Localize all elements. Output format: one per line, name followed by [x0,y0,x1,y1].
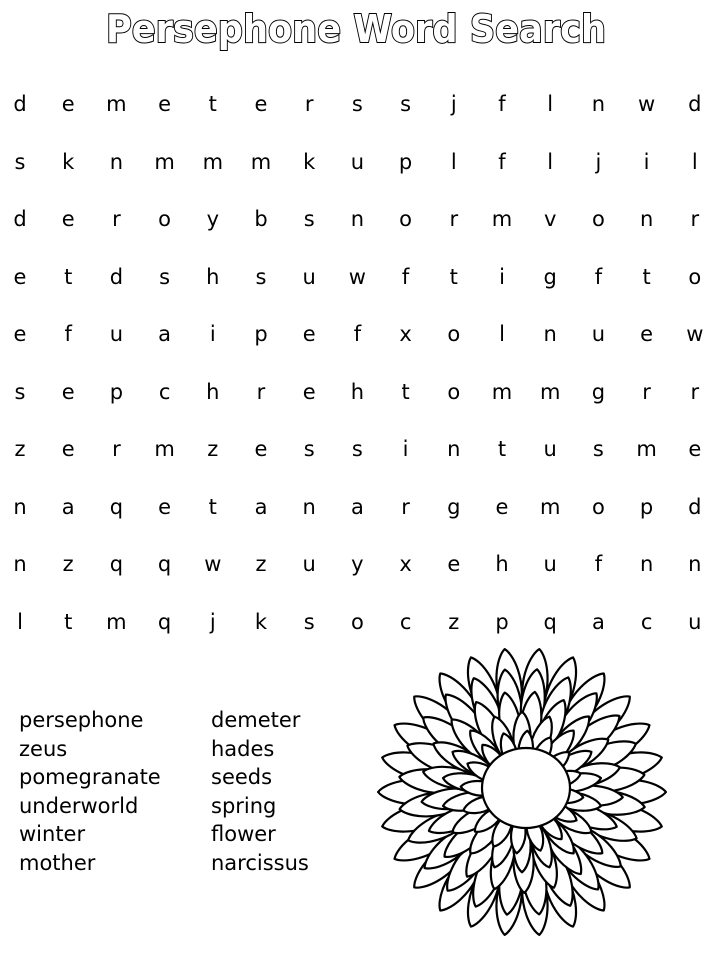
grid-cell[interactable]: s [303,437,315,461]
grid-cell[interactable]: o [158,207,172,231]
word-list-item: hades [211,736,275,761]
grid-cell[interactable]: i [402,437,409,461]
grid-cell[interactable]: q [543,609,557,634]
grid-cell[interactable]: k [303,149,316,174]
grid-cell[interactable]: e [61,379,75,404]
grid-row [0,592,720,650]
grid-cell[interactable]: u [350,149,365,174]
grid-cell[interactable]: k [254,609,268,634]
grid-cell[interactable]: n [543,322,557,346]
grid-cell[interactable]: x [399,552,412,576]
grid-cell[interactable]: p [639,494,654,519]
grid-cell[interactable]: e [302,379,316,404]
grid-cell[interactable]: m [250,149,272,174]
grid-cell[interactable]: e [495,494,509,519]
grid-row [0,247,720,305]
grid-cell[interactable]: l [691,149,698,174]
grid-cell[interactable]: e [61,207,75,231]
grid-cell[interactable]: b [254,207,268,231]
grid-cell[interactable]: m [154,149,175,174]
grid-cell[interactable]: d [109,264,124,289]
grid-cell[interactable]: q [109,552,124,576]
grid-cell[interactable]: t [208,494,217,519]
grid-cell[interactable]: s [255,264,267,289]
grid-cell[interactable]: e [61,92,75,116]
grid-cell[interactable]: e [640,322,654,346]
word-list-left [19,706,161,878]
grid-cell[interactable]: r [112,207,121,231]
grid-row [0,74,720,132]
grid-cell[interactable]: s [592,437,604,461]
grid-cell[interactable]: h [206,264,220,289]
grid-cell[interactable]: e [447,552,461,576]
grid-cell[interactable]: n [350,207,365,231]
grid-cell[interactable]: c [158,379,171,404]
grid-cell[interactable]: o [447,379,461,404]
grid-cell[interactable]: t [64,264,73,289]
grid-cell[interactable]: t [64,609,73,634]
grid-cell[interactable]: e [158,92,172,116]
word-list-item: narcissus [211,850,309,875]
grid-cell[interactable]: n [639,552,654,576]
word-list-item: pomegranate [19,765,161,790]
grid-cell[interactable]: z [255,552,267,576]
word-list-item: flower [211,822,276,847]
grid-cell[interactable]: s [351,437,363,461]
grid-cell[interactable]: w [638,92,656,116]
grid-cell[interactable]: e [158,494,172,519]
grid-cell[interactable]: r [449,207,459,231]
grid-cell[interactable]: f [401,264,410,289]
grid-row [0,132,720,190]
flower-illustration [360,645,708,945]
grid-cell[interactable]: r [304,92,314,116]
word-list-right [211,706,309,878]
grid-cell[interactable]: l [450,149,457,174]
grid-cell[interactable]: s [159,264,171,289]
grid-cell[interactable]: e [61,437,75,461]
grid-cell[interactable]: x [399,322,412,346]
grid-cell[interactable]: y [351,552,364,576]
grid-cell[interactable]: d [13,207,27,231]
grid-cell[interactable]: s [400,92,412,116]
grid-cell[interactable]: u [302,264,316,289]
grid-cell[interactable]: c [399,609,412,634]
grid-cell[interactable]: z [207,437,219,461]
grid-row [0,304,720,362]
word-list-item: zeus [19,736,68,761]
grid-cell[interactable]: m [636,437,657,461]
grid-row [0,534,720,592]
title-svg [0,0,720,60]
word-list-item: underworld [19,793,139,818]
grid-cell[interactable]: s [14,379,26,404]
grid-cell[interactable]: d [688,494,702,519]
grid-cell[interactable]: q [109,494,124,519]
grid-cell[interactable]: s [351,92,363,116]
grid-cell[interactable]: u [543,437,557,461]
word-list-item: persephone [19,708,144,732]
grid-cell[interactable]: r [642,379,651,404]
grid-cell[interactable]: g [447,494,461,519]
grid-cell[interactable]: m [202,149,224,174]
grid-cell[interactable]: f [64,322,72,346]
grid-cell[interactable]: u [688,609,702,634]
grid-cell[interactable]: t [642,264,651,289]
grid-cell[interactable]: r [256,379,266,404]
grid-row [0,362,720,420]
grid-cell[interactable]: t [208,92,217,116]
grid-row [0,419,720,477]
grid-cell[interactable]: e [13,322,27,346]
grid-cell[interactable]: o [591,207,605,231]
grid-cell[interactable]: j [450,92,457,116]
grid-cell[interactable]: w [686,322,704,346]
grid-cell[interactable]: f [498,149,506,174]
grid-cell[interactable]: u [302,552,316,576]
grid-cell[interactable]: w [204,552,222,576]
grid-cell[interactable]: z [62,552,74,576]
grid-row [0,477,720,535]
grid-cell[interactable]: n [13,552,27,576]
grid-cell[interactable]: e [254,437,268,461]
grid-cell[interactable]: o [688,264,702,289]
grid-cell[interactable]: l [499,322,505,346]
grid-cell[interactable]: h [206,379,220,404]
grid-cell[interactable]: z [448,609,460,634]
grid-cell[interactable]: m [106,92,127,116]
grid-cell[interactable]: l [547,92,554,116]
grid-cell[interactable]: d [13,92,27,116]
grid-row [0,189,720,247]
grid-cell[interactable]: m [539,494,561,519]
grid-cell[interactable]: n [591,92,606,116]
grid-cell[interactable]: h [495,552,509,576]
grid-cell[interactable]: n [109,149,124,174]
grid-cell[interactable]: u [109,322,124,346]
grid-cell[interactable]: y [206,207,220,231]
grid-cell[interactable]: f [498,92,506,116]
grid-cell[interactable]: f [594,264,603,289]
letter-grid [0,74,720,649]
grid-cell[interactable]: f [594,552,603,576]
grid-cell[interactable]: r [112,437,121,461]
grid-cell[interactable]: g [543,264,557,289]
word-list-item: spring [211,793,277,818]
word-list-item: mother [19,850,96,875]
title-text: Persephone Word Search [106,7,606,51]
grid-cell[interactable]: f [353,322,362,346]
grid-cell[interactable]: z [14,437,26,461]
grid-cell[interactable]: o [350,609,364,634]
grid-cell[interactable]: p [398,149,413,174]
grid-cell[interactable]: a [61,494,75,519]
word-list-item: demeter [211,708,301,732]
grid-cell[interactable]: l [17,609,23,634]
grid-cell[interactable]: i [643,149,650,174]
grid-cell[interactable]: r [690,379,700,404]
grid-cell[interactable]: m [106,609,127,634]
grid-cell[interactable]: m [539,379,561,404]
grid-cell[interactable]: s [303,609,315,634]
grid-cell[interactable]: r [690,207,700,231]
grid-cell[interactable]: a [254,494,268,519]
grid-cell[interactable]: d [688,92,702,116]
grid-cell[interactable]: u [591,322,606,346]
grid-cell[interactable]: c [640,609,653,634]
grid-cell[interactable]: u [543,552,557,576]
word-list-item: winter [19,822,86,847]
grid-cell[interactable]: n [302,494,316,519]
grid-cell[interactable]: e [302,322,316,346]
grid-cell[interactable]: e [254,92,268,116]
grid-cell[interactable]: t [449,264,458,289]
grid-cell[interactable]: n [688,552,702,576]
grid-cell[interactable]: m [491,379,513,404]
grid-cell[interactable]: m [491,207,513,231]
grid-cell[interactable]: a [591,609,605,634]
grid-cell[interactable]: n [447,437,461,461]
grid-cell[interactable]: i [499,264,505,289]
grid-cell[interactable]: l [547,149,554,174]
grid-cell[interactable]: h [350,379,365,404]
grid-cell[interactable]: n [639,207,654,231]
word-list-item: seeds [211,765,273,790]
grid-cell[interactable]: j [595,149,602,174]
grid-cell[interactable]: m [154,437,175,461]
grid-cell[interactable]: o [591,494,605,519]
grid-cell[interactable]: r [401,494,410,519]
grid-cell[interactable]: v [543,207,557,231]
grid-cell[interactable]: o [399,207,413,231]
grid-cell[interactable]: p [109,379,124,404]
grid-cell[interactable]: s [303,207,315,231]
grid-cell[interactable]: w [348,264,366,289]
grid-cell[interactable]: t [401,379,410,404]
grid-cell[interactable]: e [688,437,702,461]
grid-cell[interactable]: p [254,322,268,346]
grid-cell[interactable]: n [13,494,27,519]
grid-cell[interactable]: k [62,149,75,174]
grid-cell[interactable]: o [447,322,461,346]
grid-cell[interactable]: e [13,264,27,289]
grid-cell[interactable]: s [14,149,26,174]
grid-cell[interactable]: a [158,322,172,346]
grid-cell[interactable]: t [497,437,507,461]
grid-cell[interactable]: g [591,379,606,404]
grid-cell[interactable]: j [209,609,216,634]
grid-cell[interactable]: q [157,552,172,576]
grid-cell[interactable]: q [157,609,172,634]
page-title [0,0,720,60]
grid-cell[interactable]: a [350,494,364,519]
grid-cell[interactable]: i [209,322,216,346]
flower-center [482,748,570,828]
grid-cell[interactable]: p [495,609,509,634]
